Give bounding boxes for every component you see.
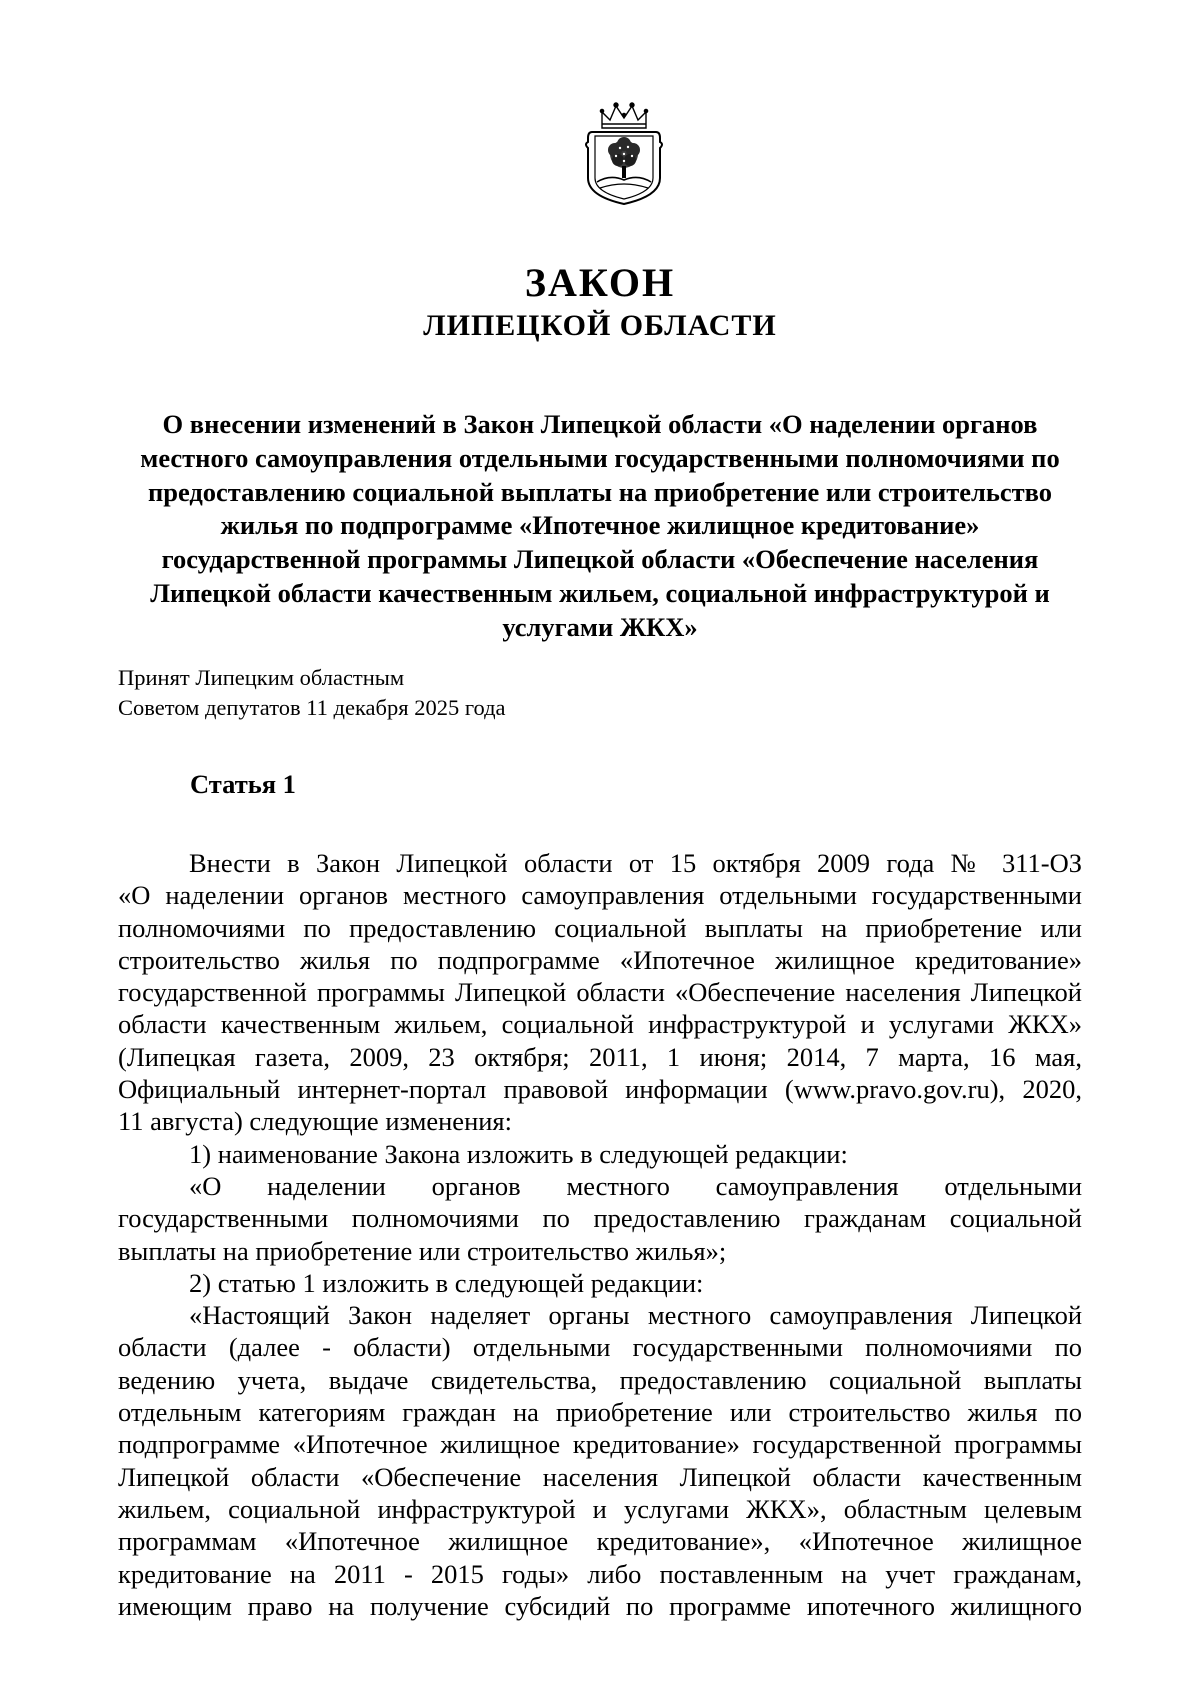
adoption-note: [118, 663, 506, 723]
body-text-line: «Настоящий Закон наделяет органы местного самоуправления Липецкой: [189, 1300, 1082, 1331]
body-text-line: 2) статью 1 изложить в следующей редакции:: [189, 1267, 704, 1298]
body-text-line: кредитование на 2011 - 2015 годы» либо поставленным на учет гражданам,: [118, 1558, 1082, 1589]
body-text-line: программам «Ипотечное жилищное кредитование», «Ипотечное жилищное: [118, 1526, 1082, 1557]
body-text-line: Липецкой области «Обеспечение населения Липецкой области качественным: [118, 1461, 1082, 1492]
adoption-note-line: Советом депутатов 11 декабря 2025 года: [118, 695, 506, 720]
body-text-line: государственной программы Липецкой области «Обеспечение населения Липецкой: [118, 977, 1082, 1008]
article-body: [118, 847, 1082, 1622]
subject-line: услугами ЖКХ»: [502, 611, 698, 642]
body-text-line: жильем, социальной инфраструктурой и услугами ЖКХ», областным целевым: [118, 1493, 1082, 1524]
body-text-line: подпрограмме «Ипотечное жилищное кредитование» государственной программы: [118, 1429, 1082, 1460]
body-text-line: 11 августа) следующие изменения:: [118, 1106, 512, 1137]
subject-line: жилья по подпрограмме «Ипотечное жилищное кредитование»: [220, 510, 980, 541]
body-text-line: 1) наименование Закона изложить в следующей редакции:: [189, 1138, 848, 1169]
body-text-line: (Липецкая газета, 2009, 23 октября; 2011, 1 июня; 2014, 7 марта, 16 мая,: [118, 1041, 1082, 1072]
law-subject-heading: [120, 408, 1080, 645]
coat-of-arms-emblem: [580, 98, 668, 206]
subject-line: Липецкой области качественным жильем, социальной инфраструктурой и: [150, 577, 1050, 608]
body-text-line: Официальный интернет-портал правовой информации (www.pravo.gov.ru), 2020,: [118, 1074, 1082, 1105]
body-text-line: строительство жилья по подпрограмме «Ипотечное жилищное кредитование»: [118, 944, 1082, 975]
body-text-line: ведению учета, выдаче свидетельства, предоставлению социальной выплаты: [118, 1364, 1082, 1395]
body-text-line: области (далее - области) отдельными государственными полномочиями по: [118, 1332, 1082, 1363]
subject-line: государственной программы Липецкой области «Обеспечение населения: [161, 544, 1039, 575]
article-heading: Статья 1: [190, 769, 296, 799]
body-text-line: «О наделении органов местного самоуправления отдельными государственными: [118, 880, 1082, 911]
body-text-line: полномочиями по предоставлению социальной выплаты на приобретение или: [118, 912, 1082, 943]
body-text-line: «О наделении органов местного самоуправления отдельными: [189, 1170, 1082, 1201]
body-text-line: области качественным жильем, социальной инфраструктурой и услугами ЖКХ»: [118, 1009, 1082, 1040]
body-text-line: государственными полномочиями по предоставлению гражданам социальной: [118, 1203, 1082, 1234]
subject-line: О внесении изменений в Закон Липецкой области «О наделении органов: [162, 409, 1038, 439]
body-text-line: Внести в Закон Липецкой области от 15 октября 2009 года № 311-ОЗ: [189, 848, 1082, 878]
body-text-line: выплаты на приобретение или строительство жилья»;: [118, 1235, 727, 1266]
subject-line: местного самоуправления отдельными государственными полномочиями по: [140, 442, 1060, 473]
subject-line: предоставлению социальной выплаты на приобретение или строительство: [147, 476, 1053, 507]
document-title: ЗАКОН: [524, 260, 676, 305]
adoption-note-line: Принят Липецким областным: [118, 665, 405, 690]
body-text-line: отдельным категориям граждан на приобретение или строительство жилья по: [118, 1397, 1082, 1428]
document-subtitle: ЛИПЕЦКОЙ ОБЛАСТИ: [423, 309, 777, 342]
body-text-line: имеющим право на получение субсидий по программе ипотечного жилищного: [118, 1590, 1082, 1621]
